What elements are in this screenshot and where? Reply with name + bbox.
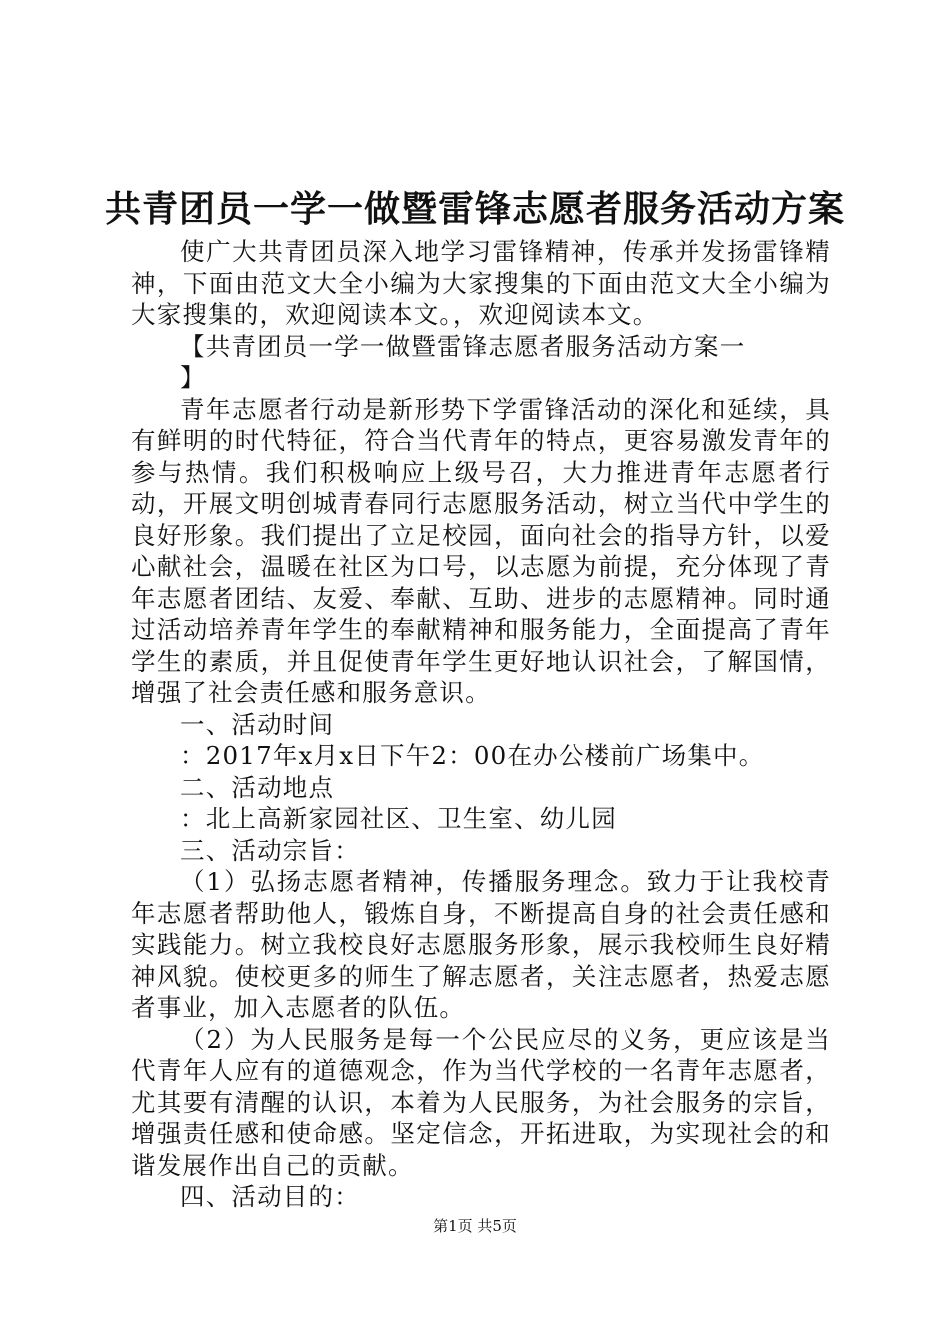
background-paragraph: 青年志愿者行动是新形势下学雷锋活动的深化和延续，具有鲜明的时代特征，符合当代青年的特点，更容易激发青年的参与热情。我们积极响应上级号召，大力推进青年志愿者行动，开展文明创城青春同行志愿服务活动，树立当代中学生的良好形象。我们提出了立足校园，面向社会的指导方针，以爱心献社会，温暖在社区为口号，以志愿为前提，充分体现了青年志愿者团结、友爱、奉献、互助、进步的志愿精神。同时通过活动培养青年学生的奉献精神和服务能力，全面提高了青年学生的素质，并且促使青年学生更好地认识社会，了解国情，增强了社会责任感和服务意识。 (131, 394, 831, 707)
document-title: 共青团员一学一做暨雷锋志愿者服务活动方案 (104, 188, 845, 230)
purpose-item-2: （2）为人民服务是每一个公民应尽的义务，更应该是当代青年人应有的道德观念，作为当代学校的一名青年志愿者，尤其要有清醒的认识，本着为人民服务，为社会服务的宗旨，增强责任感和使命感。坚定信念，开拓进取，为实现社会的和谐发展作出自己的贡献。 (131, 1024, 831, 1180)
activity-time-heading: 一、活动时间 (180, 709, 335, 739)
document-body (131, 236, 831, 1213)
section-heading-plan-one: 【共青团员一学一做暨雷锋志愿者服务活动方案一 (180, 331, 746, 361)
intro-paragraph: 使广大共青团员深入地学习雷锋精神，传承并发扬雷锋精神，下面由范文大全小编为大家搜集的下面由范文大全小编为大家搜集的，欢迎阅读本文。，欢迎阅读本文。 (131, 237, 831, 329)
activity-location-detail: ：北上高新家园社区、卫生室、幼儿园 (180, 804, 617, 833)
page-footer: 第1页 共5页 (433, 1217, 517, 1235)
activity-location-heading: 二、活动地点 (180, 772, 335, 802)
activity-goal-heading: 四、活动目的： (180, 1182, 360, 1211)
activity-time-detail: ：2017年x月x日下午2：00在办公楼前广场集中。 (180, 741, 765, 770)
section-heading-plan-one-close: 】 (180, 363, 206, 392)
activity-purpose-heading: 三、活动宗旨： (180, 835, 360, 865)
purpose-item-1: （1）弘扬志愿者精神，传播服务理念。致力于让我校青年志愿者帮助他人，锻炼自身，不断提高自身的社会责任感和实践能力。树立我校良好志愿服务形象，展示我校师生良好精神风貌。使校更多的师生了解志愿者，关注志愿者，热爱志愿者事业，加入志愿者的队伍。 (131, 867, 831, 1022)
